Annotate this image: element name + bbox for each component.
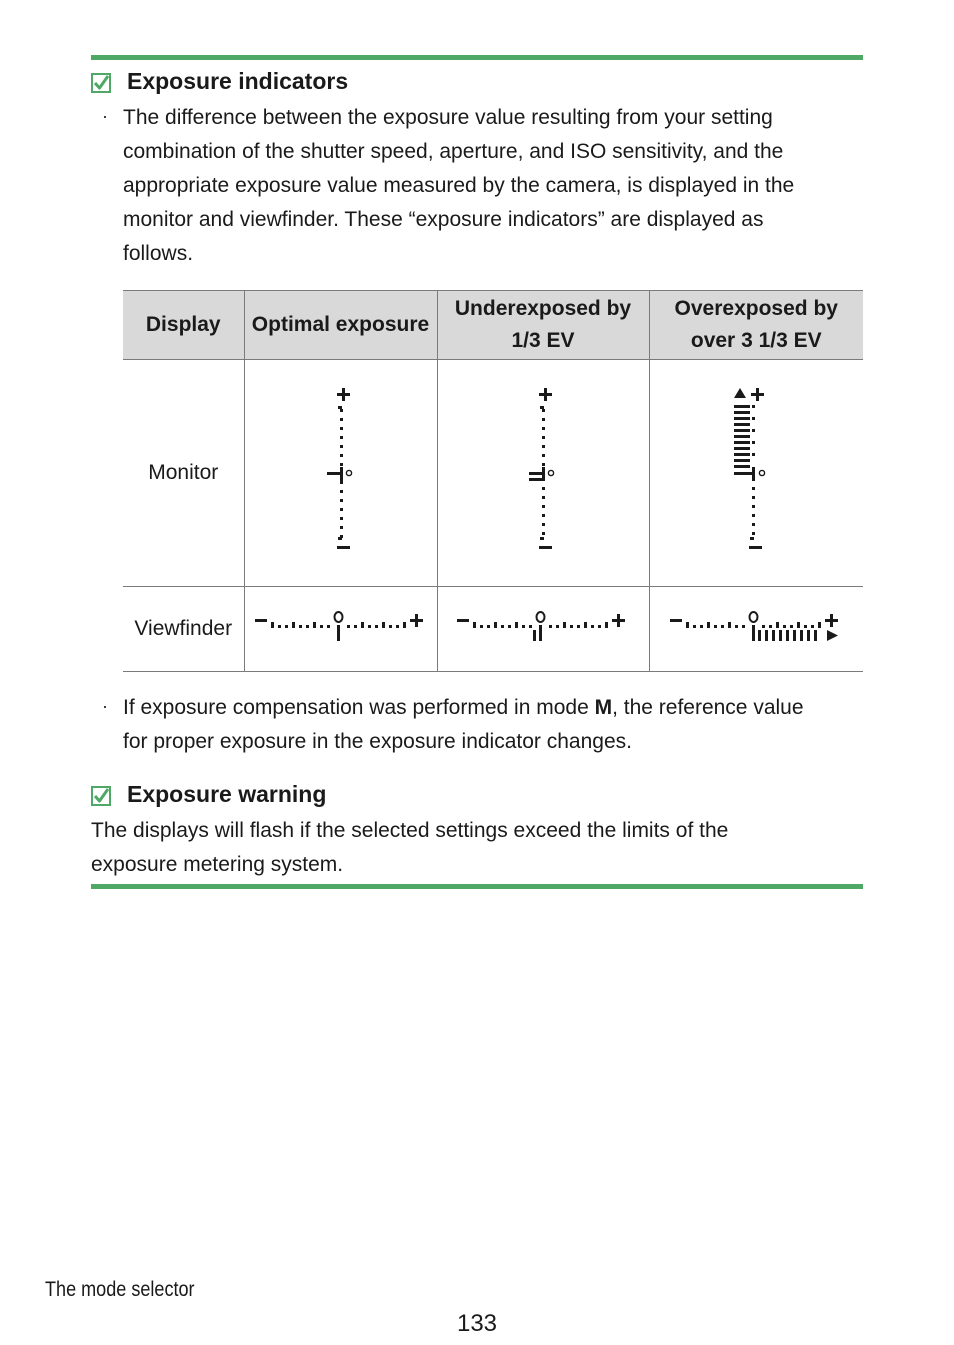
monitor-indicator-optimal-icon	[321, 383, 361, 563]
text-line: appropriate exposure value measured by the camera, is displayed in the	[123, 174, 795, 197]
text-line: The difference between the exposure value resulting from your setting	[123, 106, 773, 129]
bottom-green-rule	[91, 884, 863, 889]
viewfinder-indicator-optimal-icon	[251, 609, 431, 649]
text-line: follows.	[123, 242, 194, 265]
viewfinder-optimal-cell	[244, 587, 437, 672]
section-heading-exposure-indicators: Exposure indicators	[127, 68, 349, 94]
row-label-monitor: Monitor	[123, 360, 244, 587]
text-line	[123, 691, 804, 725]
checkbox-icon	[91, 73, 111, 93]
monitor-indicator-underexposed-icon	[523, 383, 563, 563]
text-span: , the reference value	[612, 696, 804, 719]
section-heading-exposure-warning: Exposure warning	[127, 781, 327, 807]
row-label-viewfinder: Viewfinder	[123, 587, 244, 672]
text-line: monitor and viewfinder. These “exposure indicators” are displayed as	[123, 208, 764, 231]
warning-paragraph	[91, 814, 728, 882]
checkbox-icon	[91, 786, 111, 806]
bullet-paragraph-2	[123, 691, 804, 759]
footer-section-name: The mode selector	[45, 1278, 195, 1301]
header-line: Overexposed by	[674, 297, 838, 320]
bullet-paragraph-1	[123, 101, 794, 271]
viewfinder-indicator-underexposed-icon	[453, 609, 633, 649]
monitor-over-cell	[649, 360, 863, 587]
monitor-under-cell	[437, 360, 649, 587]
monitor-indicator-overexposed-icon	[731, 383, 781, 563]
text-line: The displays will flash if the selected settings exceed the limits of the	[91, 819, 729, 842]
header-line: over 3 1/3 EV	[690, 329, 822, 352]
table-header-row	[123, 291, 863, 360]
exposure-indicator-table	[123, 290, 863, 672]
header-display: Display	[123, 291, 244, 360]
viewfinder-indicator-overexposed-icon	[666, 609, 846, 649]
monitor-optimal-cell	[244, 360, 437, 587]
viewfinder-over-cell	[649, 587, 863, 672]
page-number: 133	[456, 1310, 498, 1337]
bullet-dot: ·	[102, 696, 108, 716]
header-line: 1/3 EV	[511, 329, 575, 352]
top-green-rule	[91, 55, 863, 60]
table-row-monitor	[123, 360, 863, 587]
bullet-dot: ·	[102, 106, 108, 126]
header-optimal-exposure: Optimal exposure	[244, 291, 437, 360]
mode-m-label: M	[594, 696, 613, 719]
text-line: for proper exposure in the exposure indicator changes.	[123, 730, 632, 753]
header-line: Underexposed by	[454, 297, 632, 320]
header-underexposed	[437, 291, 649, 360]
table-row-viewfinder	[123, 587, 863, 672]
header-overexposed	[649, 291, 863, 360]
viewfinder-under-cell	[437, 587, 649, 672]
text-line: combination of the shutter speed, aperture, and ISO sensitivity, and the	[123, 140, 784, 163]
text-span: If exposure compensation was performed in mode	[123, 696, 595, 719]
text-line: exposure metering system.	[91, 853, 344, 876]
